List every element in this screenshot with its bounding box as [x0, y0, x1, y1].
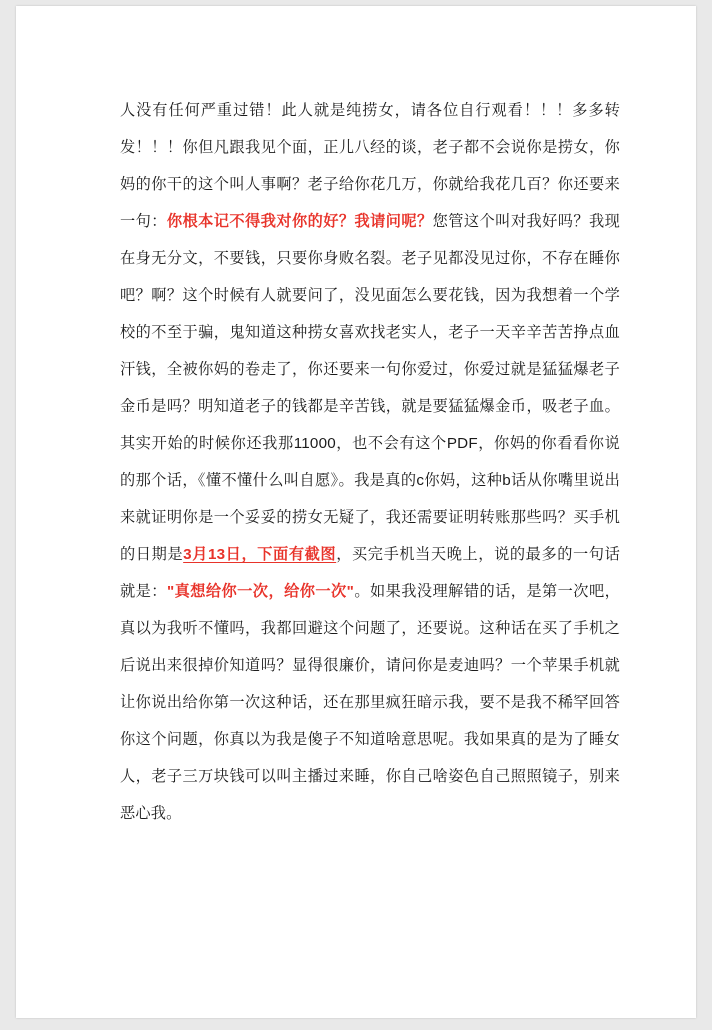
text-segment-2: 您管这个叫对我好吗？我现在身无分文，不要钱，只要你身败名裂。老子见都没见过你，不存在睡你吧？啊？这个时候有人就要问了，没见面怎么要花钱，因为我想着一个学校的不至于骗，鬼知道这种捞女喜欢找老实人，老子一天辛辛苦苦挣点血汗钱，全被你妈的卷走了，你还要来一句你爱过，你爱过就是猛猛爆老子金币是吗？明知道老子的钱都是辛苦钱，就是要猛猛爆金币，吸老子血。其实开始的时候你还我那11000，也不会有这个PDF，你妈的你看看你说的那个话，《懂不懂什么叫自愿》。我是真的c你妈，这种b话从你嘴里说出来就证明你是一个妥妥的捞女无疑了，我还需要证明转账那些吗？买手机的日期是: [120, 213, 620, 563]
document-page: [16, 6, 696, 1018]
document-text-body: [120, 92, 620, 832]
text-segment-3: ，买完手机当天晚上，说的最多的一句话就是：: [120, 546, 620, 600]
document-paragraph: [120, 92, 620, 832]
text-segment-4: 。如果我没理解错的话，是第一次吧，真以为我听不懂吗，我都回避这个问题了，还要说。这种话在买了手机之后说出来很掉价知道吗？显得很廉价，请问你是麦迪吗？一个苹果手机就让你说出给你第一次这种话，还在那里疯狂暗示我，要不是我不稀罕回答你这个问题，你真以为我是傻子不知道啥意思呢。我如果真的是为了睡女人，老子三万块钱可以叫主播过来睡，你自己啥姿色自己照照镜子，别来恶心我。: [120, 583, 620, 822]
text-segment-highlight-underline-1: 3月13日，下面有截图: [183, 546, 337, 563]
text-segment-highlight-1: 你根本记不得我对你的好？我请问呢？: [166, 213, 433, 230]
text-segment-1: 人没有任何严重过错！此人就是纯捞女，请各位自行观看！！！多多转发！！！你但凡跟我见个面，正儿八经的谈，老子都不会说你是捞女，你妈的你干的这个叫人事啊？老子给你花几万，你就给我花几百？你还要来一句：: [120, 102, 620, 230]
text-segment-highlight-2: "真想给你一次，给你一次": [166, 583, 355, 600]
